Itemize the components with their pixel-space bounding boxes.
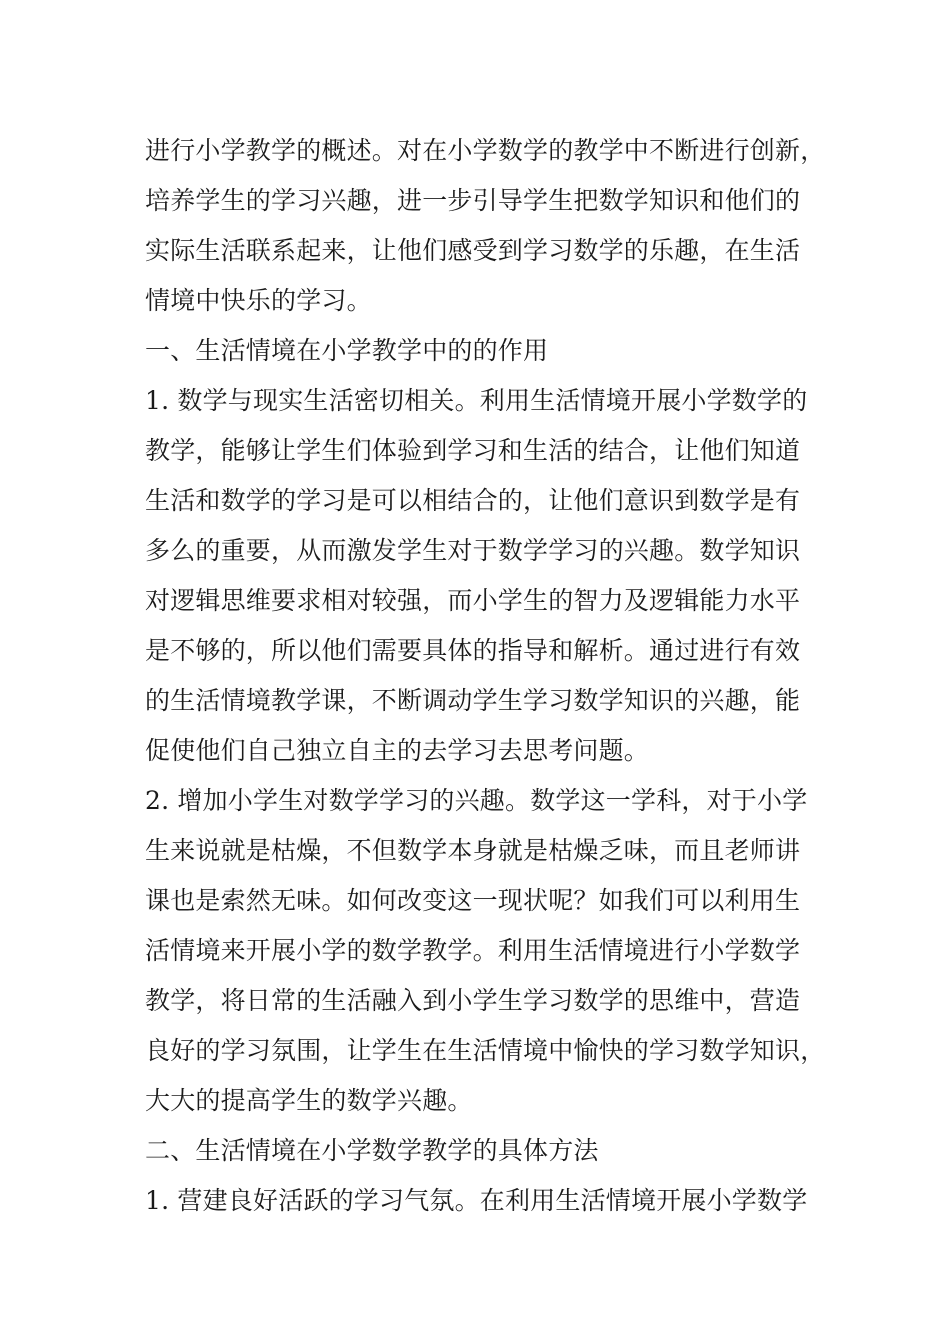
body-text-line: 教学，将日常的生活融入到小学生学习数学的思维中，营造 [145, 986, 801, 1015]
body-text-line: 2. 增加小学生对数学学习的兴趣。数学这一学科，对于小学 [145, 786, 808, 815]
document-body [145, 126, 826, 1226]
body-text-line: 是不够的，所以他们需要具体的指导和解析。通过进行有效 [145, 636, 801, 665]
body-text-line: 实际生活联系起来，让他们感受到学习数学的乐趣，在生活 [145, 236, 801, 265]
body-text-line: 生活和数学的学习是可以相结合的，让他们意识到数学是有 [145, 486, 801, 515]
body-text-line: 对逻辑思维要求相对较强，而小学生的智力及逻辑能力水平 [145, 586, 801, 615]
body-text-line: 培养学生的学习兴趣，进一步引导学生把数学知识和他们的 [145, 186, 801, 215]
body-text-line: 课也是索然无味。如何改变这一现状呢？如我们可以利用生 [145, 886, 801, 915]
body-text-line: 教学，能够让学生们体验到学习和生活的结合，让他们知道 [145, 436, 801, 465]
body-text-line: 多么的重要，从而激发学生对于数学学习的兴趣。数学知识 [145, 536, 801, 565]
body-text-line: 1. 数学与现实生活密切相关。利用生活情境开展小学数学的 [145, 386, 808, 415]
body-text-line: 生来说就是枯燥，不但数学本身就是枯燥乏味，而且老师讲 [145, 836, 801, 865]
body-text-line: 情境中快乐的学习。 [145, 286, 372, 315]
body-text-line: 的生活情境教学课，不断调动学生学习数学知识的兴趣，能 [145, 686, 801, 715]
body-text-line: 进行小学教学的概述。对在小学数学的教学中不断进行创新， [145, 136, 826, 165]
body-text-line: 1. 营建良好活跃的学习气氛。在利用生活情境开展小学数学 [145, 1186, 808, 1215]
section-heading-1: 一、生活情境在小学教学中的的作用 [145, 336, 549, 365]
body-text-line: 良好的学习氛围，让学生在生活情境中愉快的学习数学知识， [145, 1036, 826, 1065]
body-text-line: 大大的提高学生的数学兴趣。 [145, 1086, 473, 1115]
section-heading-2: 二、生活情境在小学数学教学的具体方法 [145, 1136, 599, 1165]
body-text-line: 活情境来开展小学的数学教学。利用生活情境进行小学数学 [145, 936, 801, 965]
body-text-line: 促使他们自己独立自主的去学习去思考问题。 [145, 736, 650, 765]
